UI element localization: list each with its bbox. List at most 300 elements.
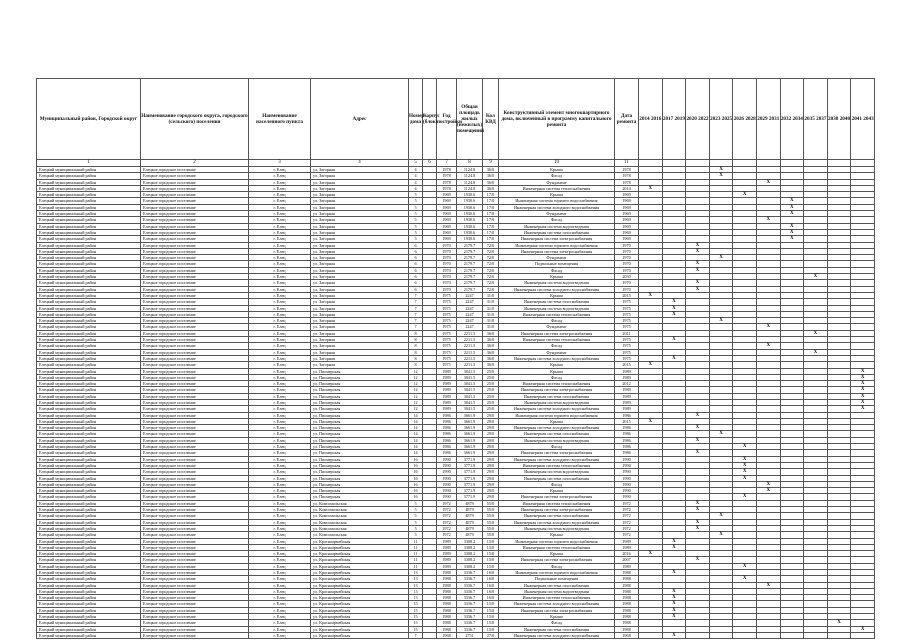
table-cell: Елецкий муниципальный район [37,299,141,305]
table-cell: ул. Красноармейская [311,595,409,601]
table-cell: 16/0 [483,595,499,601]
table-cell: Елецкое городское поселение [141,507,249,513]
table-cell: 25/0 [483,374,499,380]
table-cell: 15/0 [483,557,499,563]
table-cell: ул. Загорная [311,337,409,343]
table-cell: ул. Красноармейская [311,563,409,569]
table-cell: Елецкий муниципальный район [37,418,141,424]
table-cell: 25/0 [483,393,499,399]
table-cell: Инженерная система теплоснабжения [499,462,615,468]
table-cell: 1990 [437,462,457,468]
table-cell: 5 [409,519,423,525]
table-cell: Крыша [499,551,615,557]
period-mark-cell: X [851,374,875,380]
table-cell: 1990 [615,456,639,462]
table-cell: Елецкое городское поселение [141,475,249,481]
table-cell: 2179.7 [457,261,483,267]
table-cell: 1970 [615,248,639,254]
table-cell: Елецкое городское поселение [141,588,249,594]
table-cell: 14 [409,425,423,431]
table-cell: 2012 [615,381,639,387]
table-cell: 11 [409,557,423,563]
table-cell: Елецкое городское поселение [141,595,249,601]
table-cell: Елецкое городское поселение [141,204,249,210]
period-mark-cell: X [756,582,780,588]
table-cell: 1972 [615,519,639,525]
table-cell: 3336.7 [457,620,483,626]
table-cell: 1989 [615,406,639,412]
table-cell: ул. Пионерская [311,469,409,475]
table-cell: г. Елец [249,229,311,235]
table-cell: 1969 [437,198,457,204]
column-number [851,160,875,167]
table-cell: 7 [409,311,423,317]
table-cell: Елецкий муниципальный район [37,368,141,374]
table-cell: 15 [409,601,423,607]
table-cell: 4 [409,185,423,191]
table-cell: ул. Пионерская [311,475,409,481]
table-cell: 1972 [615,507,639,513]
table-cell: Елецкий муниципальный район [37,267,141,273]
period-mark-cell: X [662,595,686,601]
table-cell: г. Елец [249,167,311,173]
table-cell: 1124.8 [457,173,483,179]
table-cell: 1970 [615,280,639,286]
table-cell: Елецкий муниципальный район [37,444,141,450]
table-cell: ул. Загорная [311,261,409,267]
table-cell: 3771.9 [457,456,483,462]
column-header: 2035 2037 [804,79,828,160]
table-cell: г. Елец [249,601,311,607]
table-cell: 1988 [615,595,639,601]
table-cell: 1988 [615,601,639,607]
table-cell: 31/0 [483,299,499,305]
table-cell: 29/0 [483,418,499,424]
table-cell: Фундамент [499,211,615,217]
table-cell: Елецкий муниципальный район [37,588,141,594]
table-cell: 1969 [615,217,639,223]
table-cell: 3308.2 [457,538,483,544]
period-mark-cell: X [686,450,710,456]
column-number [733,160,757,167]
table-cell: Елецкий муниципальный район [37,406,141,412]
table-cell: ул. Загорная [311,255,409,261]
period-mark-cell: X [709,255,733,261]
table-cell: Елецкий муниципальный район [37,274,141,280]
table-cell: г. Елец [249,274,311,280]
table-cell: Инженерная система газоснабжения [499,393,615,399]
table-cell: 1978 [615,167,639,173]
period-mark-cell: X [827,620,851,626]
table-cell: Елецкое городское поселение [141,601,249,607]
table-cell: 1989 [437,387,457,393]
table-cell: 6 [409,242,423,248]
table-cell: ул. Красноармейская [311,544,409,550]
table-cell: Елецкое городское поселение [141,450,249,456]
period-mark-cell: X [686,248,710,254]
table-cell: 27/0 [483,632,499,638]
table-cell: 13 [409,570,423,576]
table-cell: ул. Загорная [311,192,409,198]
table-cell: 1986 [615,444,639,450]
table-cell: Елецкий муниципальный район [37,563,141,569]
table-cell: Инженерная система газоснабжения [499,431,615,437]
table-cell: Елецкое городское поселение [141,632,249,638]
table-cell: 25/0 [483,387,499,393]
period-mark-cell: X [756,179,780,185]
table-cell: 12 [409,387,423,393]
table-cell: 1990 [437,494,457,500]
table-cell: 16 [409,469,423,475]
table-cell: 1978 [437,173,457,179]
table-cell: 1988 [437,614,457,620]
table-cell: 72/0 [483,242,499,248]
table-cell: 1969 [437,223,457,229]
column-header: Кол КВД [483,79,499,160]
table-body [37,167,875,639]
table-cell: 3336.7 [457,626,483,632]
table-cell: 1975 [615,337,639,343]
table-cell: 5 [409,236,423,242]
table-cell: 1989 [437,393,457,399]
column-number: 7 [437,160,457,167]
table-cell: ул. Загорная [311,236,409,242]
table-cell: 1986 [437,444,457,450]
table-cell: Елецкое городское поселение [141,261,249,267]
table-cell: 36/0 [483,330,499,336]
table-cell: 1972 [615,532,639,538]
table-cell: 36/0 [483,185,499,191]
table-cell: ул. Загорная [311,179,409,185]
table-cell: г. Елец [249,349,311,355]
table-cell: ул. Загорная [311,311,409,317]
period-mark-cell: X [780,236,804,242]
table-cell: 1970 [615,242,639,248]
table-cell: ул. Загорная [311,217,409,223]
period-mark-cell: X [780,223,804,229]
table-cell: 5 [409,211,423,217]
table-cell: 3336.7 [457,595,483,601]
table-cell: 14 [409,412,423,418]
period-mark-cell: X [686,557,710,563]
table-cell: 29/0 [483,450,499,456]
table-cell: Елецкий муниципальный район [37,399,141,405]
table-cell: 1975 [437,324,457,330]
table-cell: Елецкое городское поселение [141,532,249,538]
table-cell: 3661.9 [457,450,483,456]
table-cell: 72/0 [483,255,499,261]
table-cell: 1975 [615,349,639,355]
table-cell: Елецкий муниципальный район [37,551,141,557]
table-cell: 3308.2 [457,557,483,563]
table-cell: 1969 [437,204,457,210]
table-cell: 72/0 [483,280,499,286]
table-cell: Инженерная система теплоснабжения [499,595,615,601]
table-cell: Фасад [499,374,615,380]
table-cell: г. Елец [249,217,311,223]
period-mark-cell: X [639,551,663,557]
table-cell: Елецкое городское поселение [141,217,249,223]
table-cell: 1970 [437,242,457,248]
table-cell: 1986 [437,450,457,456]
table-cell: 1989 [437,374,457,380]
table-cell: 12 [409,399,423,405]
table-cell: ул. Загорная [311,248,409,254]
column-number: 2 [141,160,249,167]
table-cell: 1970 [437,255,457,261]
table-cell: 1969 [615,192,639,198]
table-cell: Елецкий муниципальный район [37,576,141,582]
table-cell: 8 [409,362,423,368]
table-cell: г. Елец [249,626,311,632]
column-header: 2020 2022 [686,79,710,160]
table-cell: 1930.6 [457,192,483,198]
table-cell: 1988 [437,570,457,576]
table-cell: ул. Красноармейская [311,538,409,544]
table-cell: Елецкое городское поселение [141,198,249,204]
table-cell: 1989 [615,374,639,380]
table-cell: 15 [409,626,423,632]
table-cell: Елецкое городское поселение [141,343,249,349]
table-cell: 72/0 [483,274,499,280]
table-cell: 1975 [437,311,457,317]
table-cell: Елецкий муниципальный район [37,519,141,525]
table-cell: 11 [409,538,423,544]
table-cell: Елецкий муниципальный район [37,525,141,531]
table-cell: 1990 [615,475,639,481]
table-cell: г. Елец [249,431,311,437]
table-cell: Елецкое городское поселение [141,525,249,531]
table-cell: 3661.9 [457,431,483,437]
column-number: 8 [457,160,483,167]
table-cell: г. Елец [249,223,311,229]
table-cell: 16/0 [483,582,499,588]
table-cell: 2247 [457,299,483,305]
table-cell: 1124.8 [457,179,483,185]
period-mark-cell: X [686,242,710,248]
table-cell: Елецкий муниципальный район [37,532,141,538]
table-cell: 3771.9 [457,469,483,475]
table-cell: 55/0 [483,525,499,531]
period-mark-cell: X [686,525,710,531]
table-cell: 1986 [615,437,639,443]
table-cell: 5 [409,204,423,210]
table-cell: Елецкое городское поселение [141,286,249,292]
table-cell: Елецкое городское поселение [141,406,249,412]
table-cell: Крыша [499,614,615,620]
table-cell: 29/0 [483,475,499,481]
table-cell: Елецкое городское поселение [141,236,249,242]
table-cell: 1969 [615,211,639,217]
table-cell: 1978 [437,167,457,173]
table-cell: 1988 [437,582,457,588]
table-cell: 13 [409,582,423,588]
table-cell: Елецкий муниципальный район [37,450,141,456]
table-cell: г. Елец [249,248,311,254]
table-cell: 7 [409,318,423,324]
table-cell: Крыша [499,192,615,198]
table-cell: 1972 [437,519,457,525]
column-number: 1 [37,160,141,167]
table-cell: Елецкий муниципальный район [37,185,141,191]
table-cell: 36/0 [483,349,499,355]
table-cell: Елецкий муниципальный район [37,305,141,311]
table-cell: Елецкое городское поселение [141,607,249,613]
table-cell: Фасад [499,217,615,223]
table-cell: 29/0 [483,481,499,487]
table-cell: 3041.5 [457,406,483,412]
column-header: Номер дома [409,79,423,160]
table-cell: г. Елец [249,444,311,450]
period-mark-cell: X [639,418,663,424]
table-cell: ул. Комсомольская [311,525,409,531]
table-cell: Елецкое городское поселение [141,274,249,280]
period-mark-cell: X [780,229,804,235]
table-cell: Елецкое городское поселение [141,311,249,317]
table-cell: 15/0 [483,551,499,557]
table-cell: ул. Пионерская [311,456,409,462]
table-cell: 1969 [437,236,457,242]
table-cell: 2211.5 [457,343,483,349]
table-cell: 5 [409,223,423,229]
table-cell: ул. Комсомольская [311,513,409,519]
table-cell: Инженерная система электроснабжения [499,248,615,254]
table-cell: Елецкий муниципальный район [37,469,141,475]
column-number [709,160,733,167]
table-cell: 72/0 [483,286,499,292]
table-cell: 36/0 [483,167,499,173]
period-mark-cell: X [780,198,804,204]
table-cell: Елецкое городское поселение [141,381,249,387]
table-cell: ул. Красноармейская [311,582,409,588]
period-mark-cell: X [662,632,686,638]
table-cell: г. Елец [249,576,311,582]
table-cell: ул. Пионерская [311,418,409,424]
table-cell: Елецкий муниципальный район [37,456,141,462]
table-cell: ул. Загорная [311,242,409,248]
table-cell: ул. Загорная [311,229,409,235]
period-mark-cell: X [709,173,733,179]
table-cell: 15 [409,607,423,613]
table-cell: 1975 [615,318,639,324]
table-cell: ул. Пионерская [311,406,409,412]
table-cell: 2011 [615,330,639,336]
period-mark-cell: X [851,399,875,405]
table-cell: 8 [409,337,423,343]
table-cell: Инженерная система водоотведения [499,280,615,286]
table-cell: Елецкое городское поселение [141,173,249,179]
period-mark-cell: X [851,387,875,393]
table-cell: г. Елец [249,544,311,550]
table-cell: Елецкое городское поселение [141,437,249,443]
table-cell: 1990 [615,462,639,468]
table-cell: Крыша [499,362,615,368]
table-cell: 1975 [437,362,457,368]
table-cell: Елецкое городское поселение [141,387,249,393]
table-cell: Инженерная система водоотведения [499,437,615,443]
table-cell: 1969 [615,229,639,235]
table-cell: Елецкое городское поселение [141,179,249,185]
table-cell: 1975 [437,318,457,324]
table-cell: 1975 [615,324,639,330]
table-cell: 1972 [437,532,457,538]
table-cell: 29/0 [483,444,499,450]
table-cell: 14 [409,444,423,450]
table-cell: 15 [409,614,423,620]
table-cell: Елецкий муниципальный район [37,544,141,550]
table-cell: Елецкое городское поселение [141,292,249,298]
table-cell: 6 [409,267,423,273]
table-cell: ул. Комсомольская [311,500,409,506]
table-cell: 1124.8 [457,167,483,173]
table-cell: 1989 [615,538,639,544]
table-cell: ул. Пионерская [311,431,409,437]
table-cell: 36/0 [483,355,499,361]
table-cell: 12 [409,381,423,387]
table-cell: 4879 [457,519,483,525]
table-cell: Елецкий муниципальный район [37,167,141,173]
table-cell: Инженерная система холодного водоснабжения [499,519,615,525]
table-cell: 15/0 [483,544,499,550]
capital-repair-table [36,78,875,639]
table-cell: 1989 [615,393,639,399]
table-cell: 2247 [457,292,483,298]
table-cell: 15/0 [483,626,499,632]
table-cell: 3661.9 [457,412,483,418]
table-cell: г. Елец [249,393,311,399]
table-cell: Елецкое городское поселение [141,229,249,235]
table-cell: Инженерная система электроснабжения [499,507,615,513]
table-cell: 2247 [457,324,483,330]
table-cell: 1990 [615,488,639,494]
table-cell: г. Елец [249,236,311,242]
table-cell: Елецкий муниципальный район [37,255,141,261]
table-cell: ул. Комсомольская [311,519,409,525]
table-cell: ул. Пионерская [311,437,409,443]
table-cell: Елецкий муниципальный район [37,425,141,431]
table-cell: 1975 [437,343,457,349]
table-cell: Елецкое городское поселение [141,494,249,500]
table-cell: г. Елец [249,330,311,336]
table-cell: 36/0 [483,337,499,343]
table-cell: 3661.9 [457,418,483,424]
period-mark-cell [827,632,851,638]
table-cell: 2211.5 [457,337,483,343]
table-cell: 1990 [437,481,457,487]
table-cell: Елецкое городское поселение [141,551,249,557]
table-cell: г. Елец [249,362,311,368]
period-mark-cell: X [662,544,686,550]
table-cell: ул. Загорная [311,318,409,324]
table-cell: 1972 [615,525,639,531]
table-cell: Инженерная система холодного водоснабжения [499,355,615,361]
table-cell: Инженерная система водоотведения [499,399,615,405]
column-header: Общая площадь жилых (нежилых) помещений [457,79,483,160]
table-cell: Инженерная система водоотведения [499,588,615,594]
table-cell: 16 [409,456,423,462]
table-cell: Елецкий муниципальный район [37,557,141,563]
table-cell: 1975 [437,355,457,361]
column-header: 2032 2034 [780,79,804,160]
table-cell: 1969 [437,192,457,198]
table-cell: ул. Красноармейская [311,632,409,638]
table-cell: Инженерная система газоснабжения [499,513,615,519]
table-cell: 8 [409,330,423,336]
table-cell: 2179.7 [457,286,483,292]
table-cell: ул. Загорная [311,286,409,292]
table-cell: г. Елец [249,381,311,387]
table-cell: Елецкое городское поселение [141,519,249,525]
